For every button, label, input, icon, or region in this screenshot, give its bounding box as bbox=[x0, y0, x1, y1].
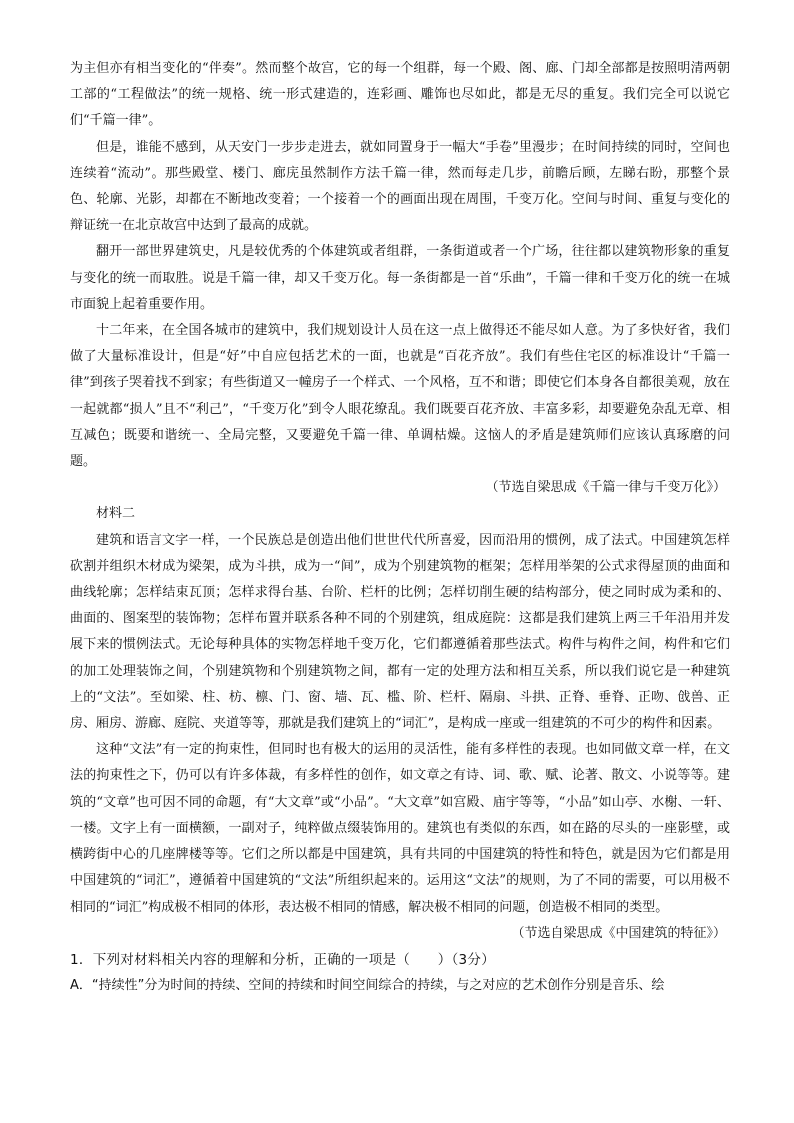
material1-paragraph-2: 但是，谁能不感到，从天安门一步步走进去，就如同置身于一幅大“手卷”里漫步；在时间持续的同时，空间也连续着“流动”。那些殿堂、楼门、廊庑虽然制作方法千篇一律，然而每走几步，前瞻后顾，左睇右盼，那整个景色、轮廓、光影，却都在不断地改变着；一个接着一个的画面出现在周围，千变万化。空间与时间、重复与变化的辩证统一在北京故宫中达到了最高的成就。 bbox=[70, 139, 730, 234]
material2-heading: 材料二 bbox=[96, 506, 136, 522]
question-1-stem: 1．下列对材料相关内容的理解和分析，正确的一项是（ ）（3分） bbox=[70, 951, 496, 968]
material2-source: （节选自梁思成《中国建筑的特征》） bbox=[511, 925, 726, 941]
material1-source: （节选自梁思成《千篇一律与千变万化》） bbox=[485, 480, 726, 496]
material1-paragraph-4: 十二年来，在全国各城市的建筑中，我们规划设计人员在这一点上做得还不能尽如人意。为了多快好省，我们做了大量标准设计，但是“好”中自应包括艺术的一面，也就是“百花齐放”。我们有些住宅区的标准设计“千篇一律”到孩子哭着找不到家；有些街道又一幢房子一个样式、一个风格，互不和谐；即使它们本身各自都很美观，放在一起就都“损人”且不“利己”，“千变万化”到令人眼花缭乱。我们既要百花齐放、丰富多彩，却要避免杂乱无章、相互减色；既要和谐统一、全局完整，又要避免千篇一律、单调枯燥。这恼人的矛盾是建筑师们应该认真琢磨的问题。 bbox=[70, 323, 730, 470]
material1-paragraph-1: 为主但亦有相当变化的“伴奏”。然而整个故宫，它的每一个组群，每一个殿、阁、廊、门却全部都是按照明清两朝工部的“工程做法”的统一规格、统一形式建造的，连彩画、雕饰也尽如此，都是无尽的重复。我们完全可以说它们“千篇一律”。 bbox=[70, 61, 730, 129]
material1-paragraph-3: 翻开一部世界建筑史，凡是较优秀的个体建筑或者组群，一条街道或者一个广场，往往都以建筑物形象的重复与变化的统一而取胜。说是千篇一律，却又千变万化。每一条街都是一首“乐曲”，千篇一律和千变万化的统一在城市面貌上起着重要作用。 bbox=[70, 244, 730, 312]
document-page bbox=[70, 56, 730, 999]
material2-paragraph-1: 建筑和语言文字一样，一个民族总是创造出他们世世代代所喜爱，因而沿用的惯例，成了法式。中国建筑怎样砍割并组织木材成为梁架，成为斗拱，成为一“间”，成为个别建筑物的框架；怎样用举架的公式求得屋顶的曲面和曲线轮廓；怎样结束瓦顶；怎样求得台基、台阶、栏杆的比例；怎样切削生硬的结构部分，使之同时成为柔和的、曲面的、图案型的装饰物；怎样布置并联系各种不同的个别建筑，组成庭院：这都是我们建筑上两三千年沿用并发展下来的惯例法式。无论每种具体的实物怎样地千变万化，它们都遵循着那些法式。构件与构件之间，构件和它们的加工处理装饰之间，个别建筑物和个别建筑物之间，都有一定的处理方法和相互关系，所以我们说它是一种建筑上的“文法”。至如梁、柱、枋、檩、门、窗、墙、瓦、槛、阶、栏杆、隔扇、斗拱、正脊、垂脊、正吻、戗兽、正房、厢房、游廊、庭院、夹道等等，那就是我们建筑上的“词汇”，是构成一座或一组建筑的不可少的构件和因素。 bbox=[70, 532, 730, 732]
question-1-option-a: A．“持续性”分为时间的持续、空间的持续和时间空间综合的持续，与之对应的艺术创作分别是音乐、绘 bbox=[70, 978, 665, 994]
material2-paragraph-2: 这种“文法”有一定的拘束性，但同时也有极大的运用的灵活性，能有多样性的表现。也如同做文章一样，在文法的拘束性之下，仍可以有许多体裁，有多样性的创作，如文章之有诗、词、歌、赋、论著、散文、小说等等。建筑的“文章”也可因不同的命题，有“大文章”或“小品”。“大文章”如宫殿、庙宇等等，“小品”如山亭、水榭、一轩、一楼。文字上有一面横额，一副对子，纯粹做点缀装饰用的。建筑也有类似的东西，如在路的尽头的一座影壁，或横跨街中心的几座牌楼等等。它们之所以都是中国建筑，具有共同的中国建筑的特性和特色，就是因为它们都是用中国建筑的“词汇”，遵循着中国建筑的“文法”所组织起来的。运用这“文法”的规则，为了不同的需要，可以用极不相同的“词汇”构成极不相同的体形，表达极不相同的情感，解决极不相同的问题，创造极不相同的类型。 bbox=[70, 742, 730, 915]
